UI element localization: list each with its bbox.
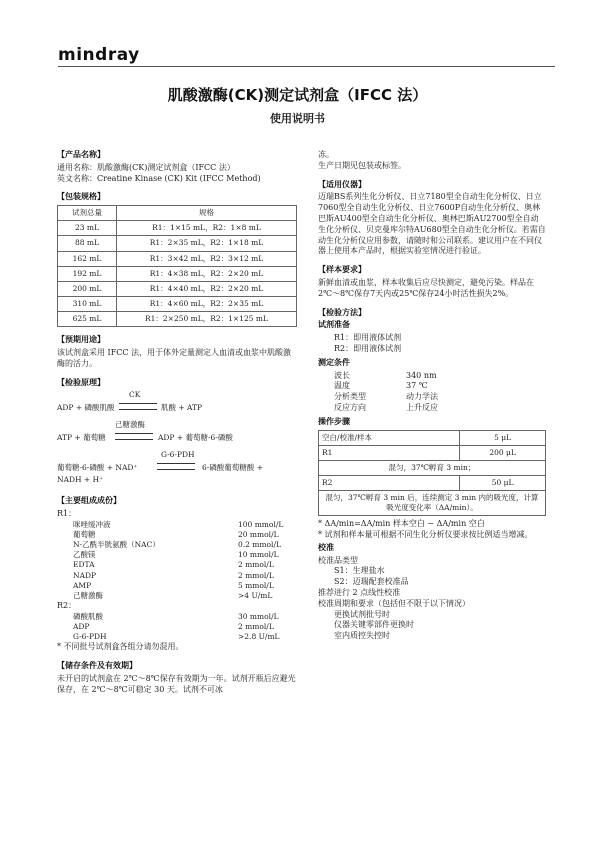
pack-header-spec: 规格: [117, 206, 297, 221]
pack-cell: 625 mL: [58, 312, 117, 327]
pack-cell: 192 mL: [58, 266, 117, 281]
table-row: [58, 296, 297, 311]
reaction-right: ADP + 葡萄糖-6-磷酸: [158, 433, 233, 443]
list-item: 反应方向 上升反应: [334, 402, 438, 412]
pack-cell: R1：3×42 mL，R2：3×12 mL: [117, 251, 297, 266]
pack-cell: 310 mL: [58, 296, 117, 311]
manufacture-date-note: 生产日期见包装或标签。: [318, 160, 406, 170]
right-column: [318, 150, 546, 642]
list-item: 咪唑缓冲液 100 mmol/L: [73, 519, 284, 529]
pack-cell: 162 mL: [58, 251, 117, 266]
table-row: [58, 236, 297, 251]
list-item: 乙酸镁 10 mmol/L: [73, 550, 279, 560]
reaction-left: 葡萄糖-6-磷酸 + NAD⁺: [57, 463, 138, 473]
list-item: 分析类型 动力学法: [334, 392, 438, 402]
table-row: 混匀，37℃孵育 3 min 后，连续测定 3 min 内的吸光度，计算吸光度变化率（ΔA/min）。: [319, 491, 546, 516]
list-item: EDTA 2 mmol/L: [73, 560, 274, 570]
composition-note: * 不同批号试剂盒各组分请勿混用。: [57, 642, 184, 652]
pack-cell: 200 mL: [58, 281, 117, 296]
r2-label: R2：: [57, 600, 77, 610]
calibration-title: 校准: [318, 542, 334, 552]
reaction-right: 6-磷酸葡萄糖酸 +: [202, 463, 263, 473]
steps-title: 操作步骤: [318, 416, 350, 426]
table-row: [58, 251, 297, 266]
list-item: 波长 340 nm: [334, 370, 437, 380]
table-row: [58, 312, 297, 327]
reaction-left: ATP + 葡萄糖: [57, 433, 106, 443]
use-text: 该试剂盒采用 IFCC 法，用于体外定量测定人血清或血浆中肌酸激酶的活力。: [57, 347, 292, 368]
reaction-arrow: [115, 433, 153, 440]
calibrator-type: 校准品类型: [318, 555, 358, 565]
list-item: 葡萄糖 20 mmol/L: [73, 530, 279, 540]
instrument-text: 迈瑞BS系列生化分析仪、日立7180型全自动生化分析仪、日立7060型全自动生化分析仪、日立7600P自动生化分析仪、奥林巴斯AU400型全自动生化分析仪、奥林巴斯AU2700型全自动生化分析仪、贝克曼库尔特AU680型全自动生化分析仪。若需自动生化分析仪应用参数，请随时和公司联系。建议用户在不同仪器上使用本产品时，根据实验室情况进行验证。: [318, 192, 546, 256]
conditions-title: 测定条件: [318, 357, 350, 367]
list-item: 室内质控失控时: [334, 631, 390, 641]
pack-cell: R1：4×40 mL，R2：2×20 mL: [117, 281, 297, 296]
list-item: S1：生理盐水: [334, 566, 385, 576]
pack-section-title: 【包装规格】: [57, 192, 105, 202]
header-divider: [58, 66, 555, 67]
pack-header-total: 试剂总量: [58, 206, 117, 221]
reaction-enzyme: G-6-PDH: [161, 450, 195, 460]
storage-continued: 冻。: [318, 150, 334, 159]
list-item: S2：迈瑞配套校准品: [334, 577, 409, 587]
reaction-enzyme: CK: [129, 390, 141, 400]
list-item: N-乙酰半胱氨酸（NAC） 0.2 mmol/L: [73, 540, 281, 550]
sample-text: 新鲜血清或血浆，样本收集后应尽快测定，避免污染。样品在2℃～8℃保存7天内或25℃保存24小时活性损失2%。: [318, 277, 534, 298]
reaction-right: 肌酸 + ATP: [161, 403, 203, 413]
list-item: AMP 5 mmol/L: [73, 580, 274, 590]
composition-section-title: 【主要组成成份】: [57, 496, 121, 506]
left-column: [57, 150, 297, 695]
method-section-title: 【检验方法】: [318, 307, 366, 317]
list-item: NADP 2 mmol/L: [73, 570, 274, 580]
storage-section-title: 【储存条件及有效期】: [57, 660, 137, 670]
calibration-period: 校准周期和要求（包括但不限于以下情况）: [318, 598, 470, 608]
product-common-name: 通用名称：肌酸激酶(CK)测定试剂盒（IFCC 法）: [57, 162, 235, 172]
table-row: 空白/校准/样本 5 μL: [319, 430, 546, 445]
list-item: R2：即用液体试剂: [334, 343, 402, 353]
list-item: 仪器关键零部件更换时: [334, 620, 414, 630]
pack-cell: R1：2×250 mL，R2：1×125 mL: [117, 312, 297, 327]
reagent-prep-title: 试剂准备: [318, 320, 350, 330]
table-row: 混匀，37℃孵育 3 min；: [319, 460, 546, 475]
reaction-enzyme: 己糖激酶: [115, 420, 145, 430]
reaction-arrow: [157, 463, 195, 470]
document-title: 肌酸激酶(CK)测定试剂盒（IFCC 法）: [167, 86, 428, 104]
list-item: 磷酸肌酸 30 mmol/L: [73, 611, 279, 621]
table-row: R1 200 μL: [319, 445, 546, 460]
storage-text: 未开启的试剂盒在 2℃～8℃保存有效期为一年。试剂开瓶后应避光保存，在 2℃～8℃可稳定 30 天。试剂不可冰: [57, 673, 296, 694]
table-row: [58, 221, 297, 236]
pack-cell: R1：4×38 mL，R2：2×20 mL: [117, 266, 297, 281]
reaction-left: ADP + 磷酸肌酸: [57, 403, 115, 413]
list-item: G-6-PDH >2.8 U/mL: [73, 632, 280, 642]
product-english-name: 英文名称：Creatine Kinase (CK) Kit (IFCC Method): [57, 173, 261, 183]
list-item: 己糖激酶 >4 U/mL: [73, 590, 273, 600]
pack-cell: 88 mL: [58, 236, 117, 251]
list-item: R1：即用液体试剂: [334, 333, 402, 343]
reaction-3: [57, 450, 297, 488]
pack-cell: R1：1×15 mL，R2：1×8 mL: [117, 221, 297, 236]
pack-cell: 23 mL: [58, 221, 117, 236]
pack-table: [57, 205, 297, 327]
principle-section-title: 【检验原理】: [57, 377, 105, 387]
product-section-title: 【产品名称】: [57, 150, 105, 159]
sample-section-title: 【样本要求】: [318, 265, 366, 275]
table-row: [58, 266, 297, 281]
reaction-1: [57, 390, 297, 420]
table-row: [58, 281, 297, 296]
reaction-2: [57, 420, 297, 450]
instrument-section-title: 【适用仪器】: [318, 179, 366, 189]
pack-cell: R1：2×35 mL，R2：1×18 mL: [117, 236, 297, 251]
reaction-arrow: [119, 403, 157, 410]
list-item: ADP 2 mmol/L: [73, 621, 274, 631]
use-section-title: 【预期用途】: [57, 335, 105, 345]
steps-table: [318, 430, 546, 517]
company-logo: mindray: [58, 45, 140, 65]
reaction-tail: NADH + H⁺: [57, 475, 104, 485]
formula-text: * ΔA/min=ΔA/min 样本空白 − ΔA/min 空白: [318, 519, 485, 529]
volume-note: * 试剂和样本量可根据不同生化分析仪要求按比例适当增减。: [318, 530, 533, 540]
pack-cell: R1：4×60 mL，R2：2×35 mL: [117, 296, 297, 311]
list-item: 温度 37 ℃: [334, 381, 428, 391]
r1-label: R1：: [57, 509, 77, 519]
calibration-recommendation: 推荐进行 2 点线性校准: [318, 588, 401, 598]
list-item: 更换试剂批号时: [334, 609, 390, 619]
document-subtitle: 使用说明书: [270, 112, 325, 125]
table-row: R2 50 μL: [319, 475, 546, 490]
